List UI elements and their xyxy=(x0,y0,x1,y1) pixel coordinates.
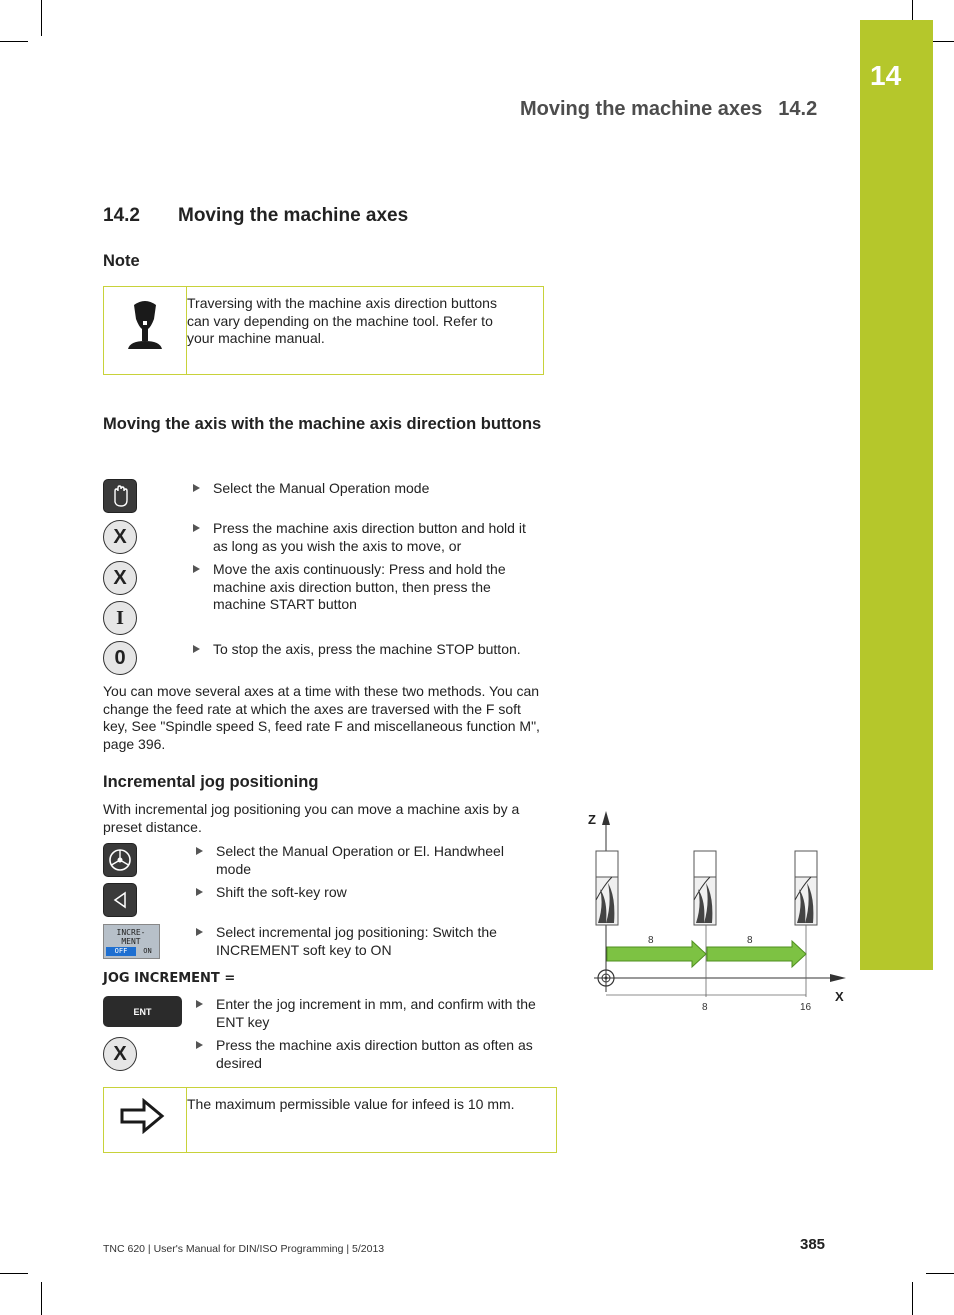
softkey-label-line2: MENT xyxy=(121,937,141,946)
bullet-triangle-icon xyxy=(196,888,203,896)
section-number: 14.2 xyxy=(103,205,140,226)
manual-operation-key[interactable] xyxy=(103,479,137,513)
crop-mark xyxy=(912,1282,913,1315)
softkey-off-state: OFF xyxy=(106,947,136,956)
crop-mark xyxy=(926,1273,954,1274)
section-heading xyxy=(103,205,408,227)
footer-text: TNC 620 | User's Manual for DIN/ISO Programming | 5/2013 xyxy=(103,1243,385,1255)
bullet-triangle-icon xyxy=(196,847,203,855)
crop-mark xyxy=(0,41,28,42)
running-head-title: Moving the machine axes xyxy=(520,98,763,120)
hand-icon xyxy=(104,480,136,512)
running-head xyxy=(520,98,817,121)
bullet-triangle-icon xyxy=(193,524,200,532)
note-box xyxy=(103,286,544,375)
x-axis-label: X xyxy=(835,989,844,1004)
axis-x-key[interactable]: X xyxy=(103,1037,137,1071)
note-heading: Note xyxy=(103,252,140,270)
z-axis-label: Z xyxy=(588,812,596,827)
tip-box xyxy=(103,1087,557,1153)
crop-mark xyxy=(41,0,42,36)
bullet-triangle-icon xyxy=(196,1000,203,1008)
x-tick-label: 16 xyxy=(800,1002,812,1013)
paragraph: With incremental jog positioning you can move a machine axis by a preset distance. xyxy=(103,801,520,835)
jog-diagram xyxy=(582,805,854,1020)
section-title: Moving the machine axes xyxy=(178,205,409,226)
page-number: 385 xyxy=(800,1236,826,1253)
arrow-right-icon xyxy=(120,1098,166,1134)
subsection-heading: Incremental jog positioning xyxy=(103,773,319,791)
end-mill-tool-3 xyxy=(795,851,817,925)
machine-stop-key[interactable]: 0 xyxy=(103,641,137,675)
increment-label-2: 8 xyxy=(747,935,753,946)
note-text: Traversing with the machine axis direction buttons can vary depending on the machine tool. Refer to your machine manual. xyxy=(187,295,497,346)
jog-increment-label: JOG INCREMENT = xyxy=(103,971,236,986)
softkey-on-state: ON xyxy=(143,947,152,955)
crop-mark xyxy=(41,1282,42,1315)
increment-arrow-2 xyxy=(707,941,806,967)
bullet-triangle-icon xyxy=(196,928,203,936)
shift-softkey-row-key[interactable] xyxy=(103,883,137,917)
end-mill-tool-1 xyxy=(596,851,618,925)
left-arrow-icon xyxy=(104,884,136,916)
x-tick-label: 8 xyxy=(702,1002,708,1013)
increment-label-1: 8 xyxy=(648,935,654,946)
handwheel-icon xyxy=(104,844,136,876)
machine-start-key[interactable]: I xyxy=(103,601,137,635)
tip-text: The maximum permissible value for infeed is 10 mm. xyxy=(187,1096,515,1112)
crop-mark xyxy=(0,1273,28,1274)
chapter-tab xyxy=(860,20,933,970)
bullet-triangle-icon xyxy=(193,565,200,573)
x-axis-arrowhead xyxy=(830,974,846,982)
paragraph: You can move several axes at a time with these two methods. You can change the feed rate at which the axes are traversed with the F soft key, See "Spindle speed S, feed rate F and miscellaneous function M", page 396. xyxy=(103,683,540,752)
increment-softkey[interactable] xyxy=(103,924,160,959)
ent-key[interactable]: ENT xyxy=(103,996,182,1027)
softkey-label-line1: INCRE- xyxy=(116,928,146,937)
running-head-section: 14.2 xyxy=(778,98,818,120)
end-mill-tool-2 xyxy=(694,851,716,925)
bullet-triangle-icon xyxy=(193,484,200,492)
crop-mark xyxy=(912,0,913,20)
chapter-number: 14 xyxy=(870,60,902,91)
subsection-heading: Moving the axis with the machine axis direction buttons xyxy=(103,415,542,433)
bullet-triangle-icon xyxy=(196,1041,203,1049)
axis-x-key[interactable]: X xyxy=(103,520,137,554)
handwheel-mode-key[interactable] xyxy=(103,843,137,877)
bullet-triangle-icon xyxy=(193,645,200,653)
increment-arrow-1 xyxy=(607,941,706,967)
axis-x-key[interactable]: X xyxy=(103,561,137,595)
machine-tool-icon xyxy=(124,297,166,353)
z-axis-arrowhead xyxy=(602,811,610,825)
